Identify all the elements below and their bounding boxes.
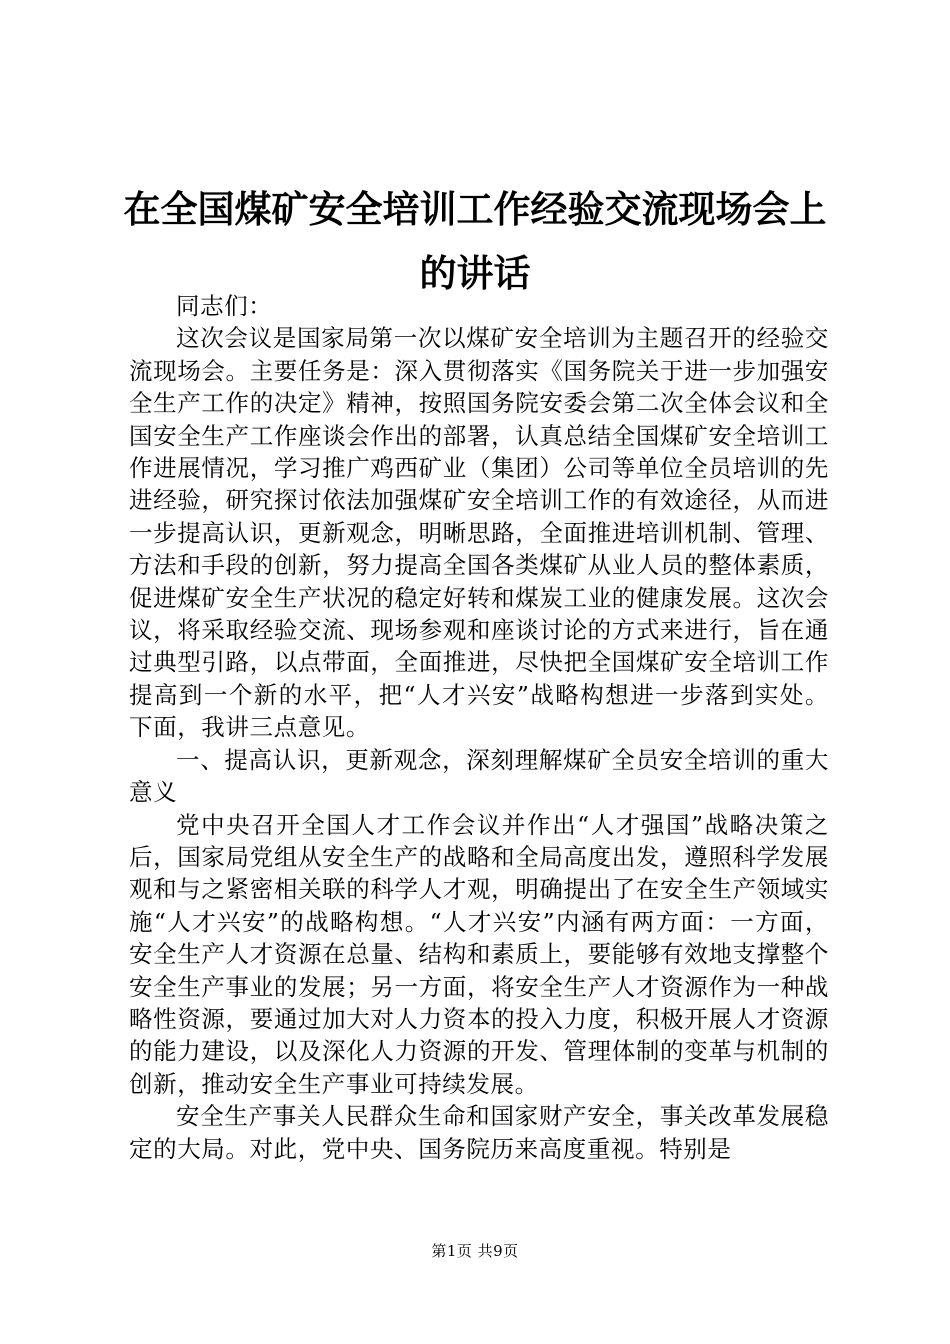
body-paragraph: 安全生产事关人民群众生命和国家财产安全，事关改革发展稳定的大局。对此，党中央、国务院历来高度重视。特别是: [129, 1102, 829, 1163]
page-number-footer: 第1页 共9页: [431, 1242, 519, 1260]
body-paragraph: 党中央召开全国人才工作会议并作出“人才强国”战略决策之后，国家局党组从安全生产的战略和全局高度出发，遵照科学发展观和与之紧密相关联的科学人才观，明确提出了在安全生产领域实施“人才兴安”的战略构想。“人才兴安”内涵有两方面：一方面，安全生产人才资源在总量、结构和素质上，要能够有效地支撑整个安全生产事业的发展；另一方面，将安全生产人才资源作为一种战略性资源，要通过加大对人力资本的投入力度，积极开展人才资源的能力建设，以及深化人力资源的开发、管理体制的变革与机制的创新，推动安全生产事业可持续发展。: [129, 810, 829, 1098]
section-heading-1: 一、提高认识，更新观念，深刻理解煤矿全员安全培训的重大意义: [129, 745, 829, 807]
salutation-paragraph: 同志们：: [176, 292, 273, 320]
intro-paragraph: 这次会议是国家局第一次以煤矿安全培训为主题召开的经验交流现场会。主要任务是：深入贯彻落实《国务院关于进一步加强安全生产工作的决定》精神，按照国务院安委会第二次全体会议和全国安全生产工作座谈会作出的部署，认真总结全国煤矿安全培训工作进展情况，学习推广鸡西矿业（集团）公司等单位全员培训的先进经验，研究探讨依法加强煤矿安全培训工作的有效途径，从而进一步提高认识，更新观念，明晰思路，全面推进培训机制、管理、方法和手段的创新，努力提高全国各类煤矿从业人员的整体素质，促进煤矿安全生产状况的稳定好转和煤炭工业的健康发展。这次会议，将采取经验交流、现场参观和座谈讨论的方式来进行，旨在通过典型引路，以点带面，全面推进，尽快把全国煤矿安全培训工作提高到一个新的水平，把“人才兴安”战略构想进一步落到实处。下面，我讲三点意见。: [129, 324, 829, 742]
document-title: 在全国煤矿安全培训工作经验交流现场会上的讲话: [123, 188, 827, 295]
document-body: [129, 290, 829, 1165]
